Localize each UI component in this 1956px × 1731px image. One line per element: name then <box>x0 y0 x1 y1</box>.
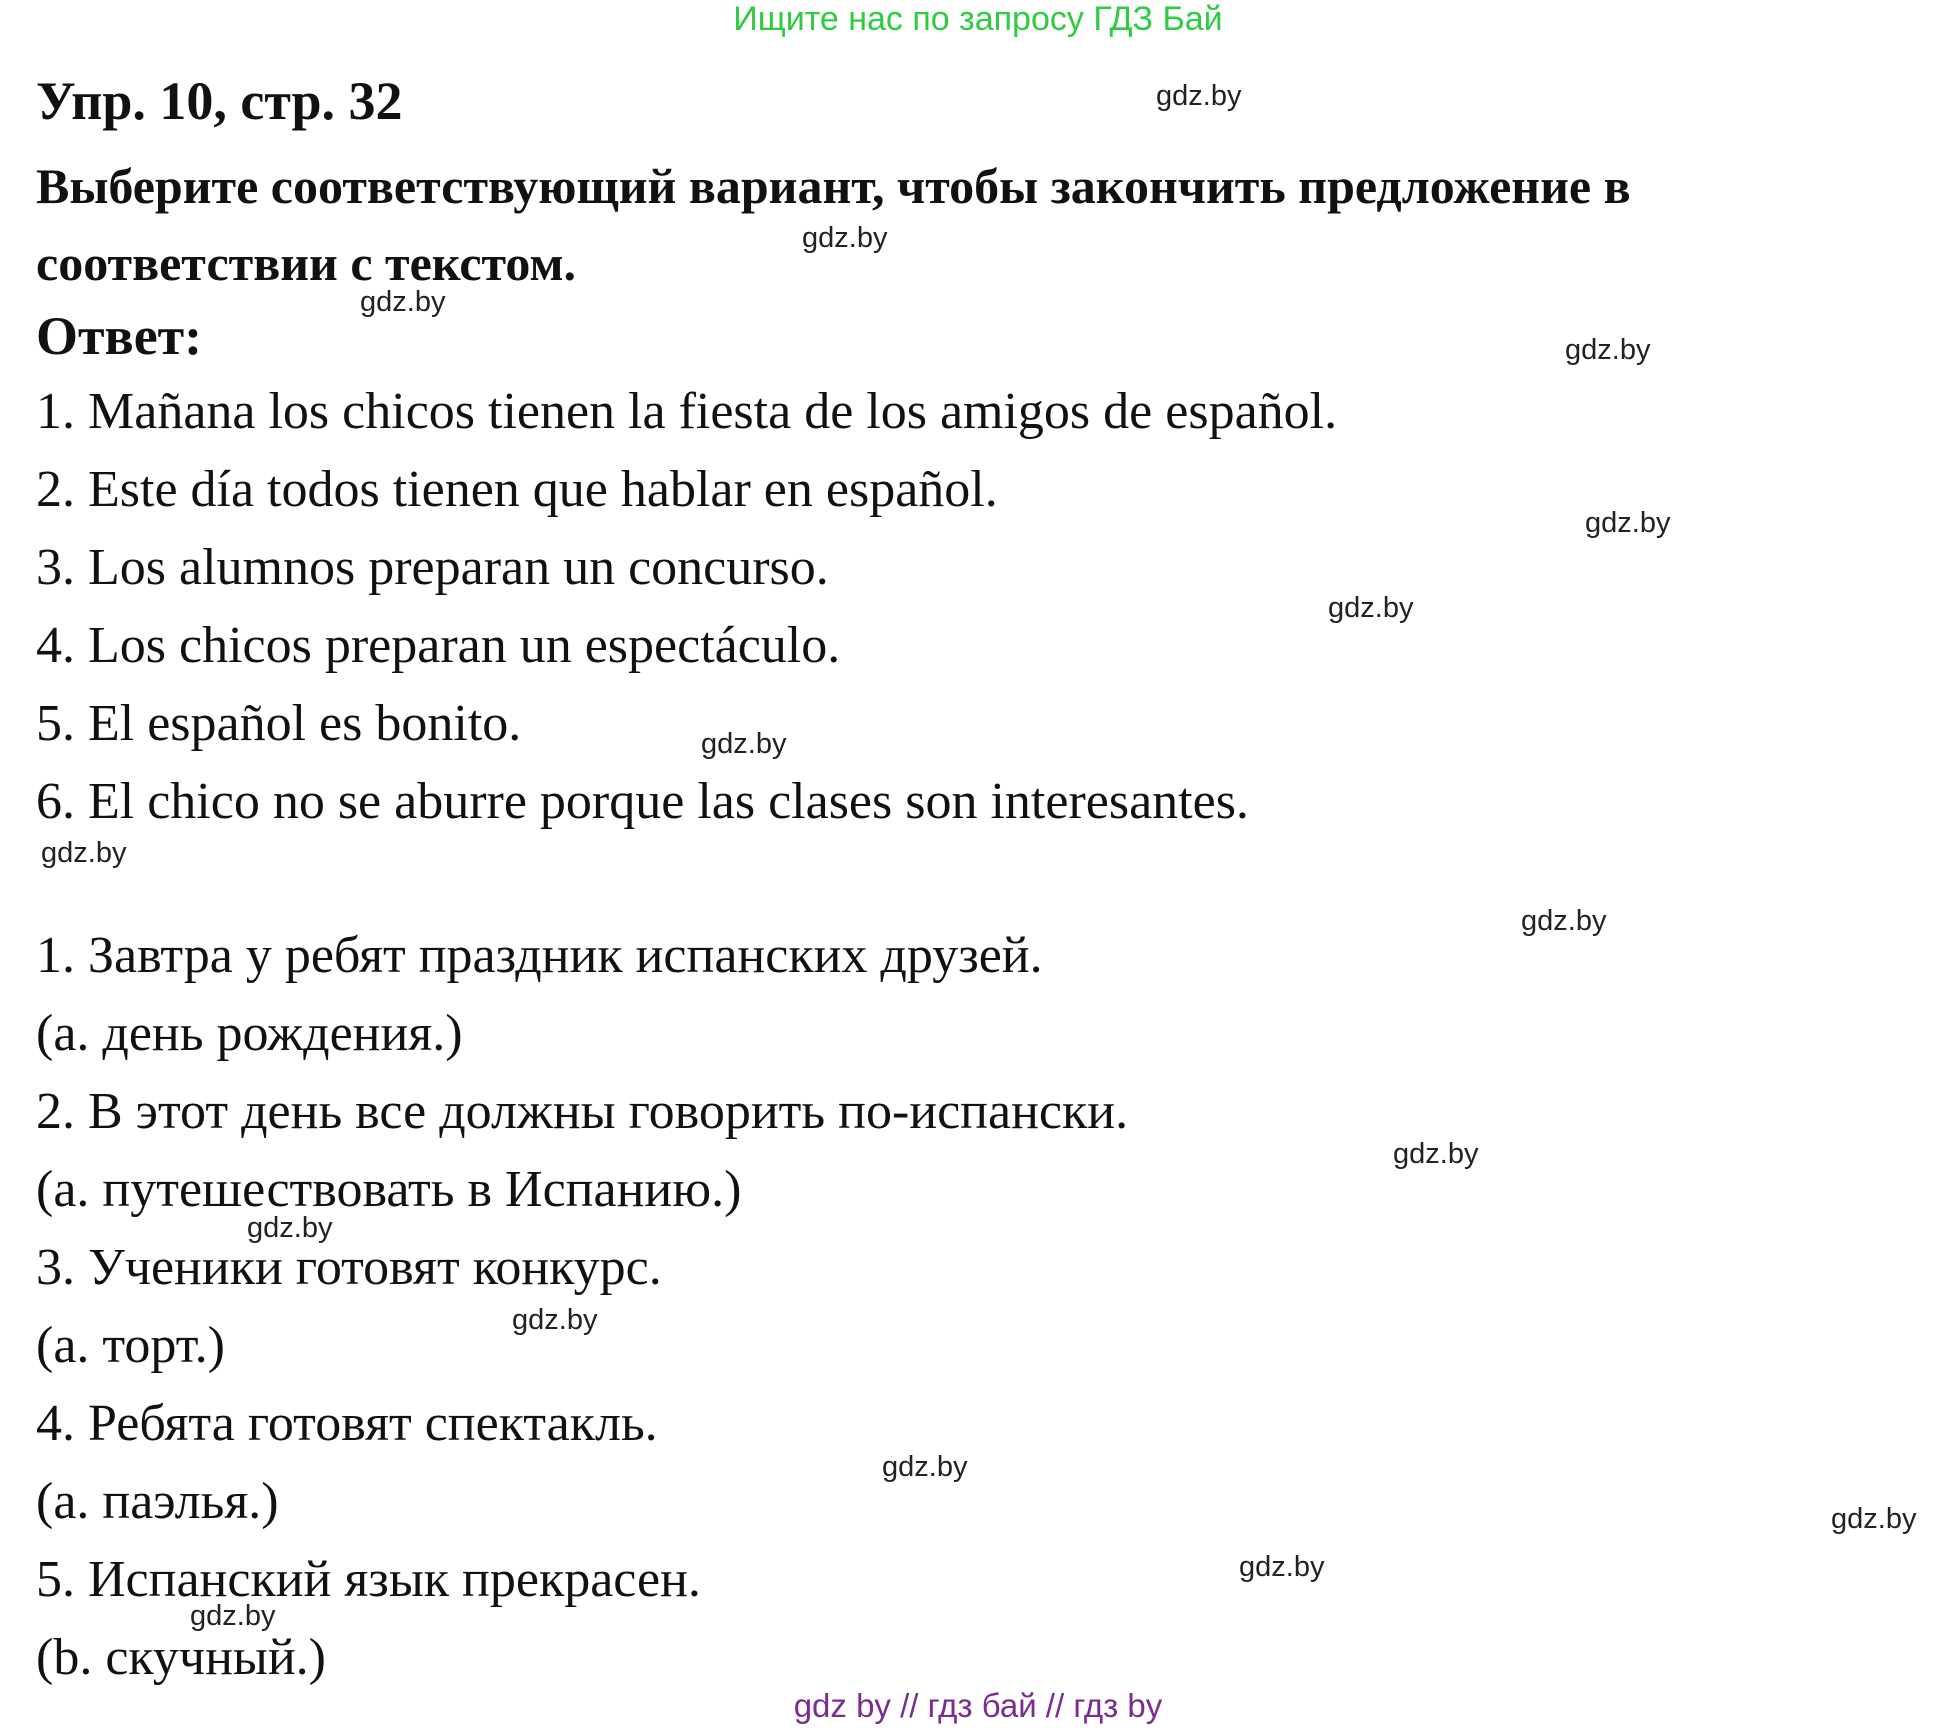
watermark: gdz.by <box>41 837 127 869</box>
answer-label: Ответ: <box>36 306 203 366</box>
spanish-answer-line: 1. Mañana los chicos tienen la fiesta de los amigos de español. <box>36 383 1338 440</box>
footer-watermark: gdz by // гдз бай // гдз by <box>793 1687 1163 1724</box>
spanish-answer-line: 2. Este día todos tienen que hablar en español. <box>36 461 998 518</box>
watermark: gdz.by <box>512 1304 598 1336</box>
watermark: gdz.by <box>1156 80 1242 112</box>
top-banner: Ищите нас по запросу ГДЗ Бай <box>733 0 1223 38</box>
spanish-answer-line: 5. El español es bonito. <box>36 695 522 752</box>
watermark: gdz.by <box>190 1600 276 1632</box>
russian-option-line: (b. скучный.) <box>36 1629 326 1686</box>
watermark: gdz.by <box>1521 905 1607 937</box>
watermark: gdz.by <box>360 286 446 318</box>
spanish-answer-line: 3. Los alumnos preparan un concurso. <box>36 539 829 596</box>
watermark: gdz.by <box>1831 1503 1917 1535</box>
russian-option-line: (а. день рождения.) <box>36 1005 463 1062</box>
russian-translation-line: 4. Ребята готовят спектакль. <box>36 1395 658 1452</box>
russian-option-line: (а. торт.) <box>36 1317 225 1374</box>
page-title: Упр. 10, стр. 32 <box>36 71 403 131</box>
watermark: gdz.by <box>1565 334 1651 366</box>
watermark: gdz.by <box>247 1212 333 1244</box>
russian-option-line: (а. паэлья.) <box>36 1473 279 1530</box>
watermark: gdz.by <box>882 1451 968 1483</box>
russian-translation-line: 2. В этот день все должны говорить по-испански. <box>36 1083 1129 1140</box>
watermark: gdz.by <box>802 222 888 254</box>
russian-translation-line: 3. Ученики готовят конкурс. <box>36 1239 662 1296</box>
watermark: gdz.by <box>1393 1138 1479 1170</box>
spanish-answer-line: 4. Los chicos preparan un espectáculo. <box>36 617 841 674</box>
watermark: gdz.by <box>1328 592 1414 624</box>
russian-option-line: (а. путешествовать в Испанию.) <box>36 1161 742 1218</box>
spanish-answer-line: 6. El chico no se aburre porque las clases son interesantes. <box>36 773 1249 830</box>
task-instruction: Выберите соответствующий вариант, чтобы закончить предложение в соответствии с текстом. <box>36 158 1631 291</box>
watermark: gdz.by <box>701 728 787 760</box>
russian-translation-line: 5. Испанский язык прекрасен. <box>36 1551 701 1608</box>
watermark: gdz.by <box>1585 507 1671 539</box>
watermark: gdz.by <box>1239 1551 1325 1583</box>
russian-translation-line: 1. Завтра у ребят праздник испанских друзей. <box>36 927 1043 984</box>
